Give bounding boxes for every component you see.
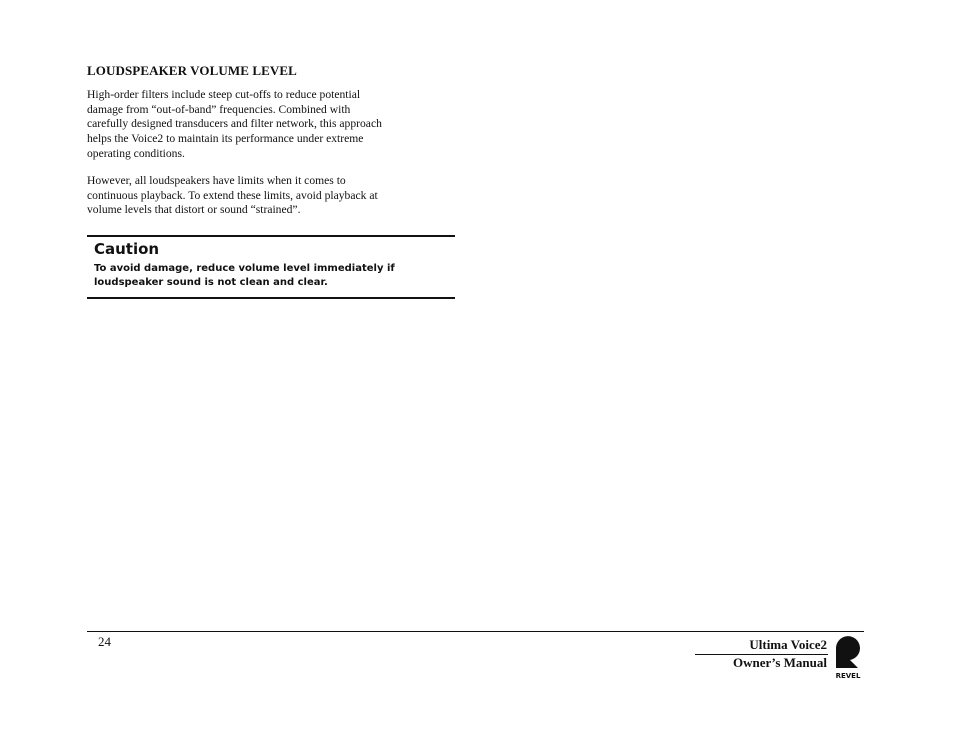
caution-text (94, 262, 395, 290)
revel-logo-icon (832, 632, 864, 680)
footer-title-line-1: Ultima Voice2 (749, 637, 827, 652)
text-line: volume levels that distort or sound “strained”. (87, 203, 301, 217)
footer-title-line-2: Owner’s Manual (732, 655, 827, 670)
footer-divider (87, 631, 864, 632)
text-line: However, all loudspeakers have limits when it comes to (87, 174, 346, 187)
section-heading: LOUDSPEAKER VOLUME LEVEL (87, 63, 297, 78)
paragraph-filters (87, 88, 457, 162)
footer-title-divider (695, 654, 828, 655)
text-line: damage from “out-of-band” frequencies. Combined with (87, 102, 351, 116)
text-line: To avoid damage, reduce volume level immediately if (94, 263, 395, 274)
caution-box (87, 235, 455, 299)
text-line: operating conditions. (87, 146, 185, 160)
text-line: carefully designed transducers and filter network, this approach (87, 117, 382, 131)
logo-text: REVEL (835, 672, 861, 680)
caution-title: Caution (94, 240, 160, 258)
text-line: High-order filters include steep cut-offs to reduce potential (87, 88, 361, 101)
text-line: loudspeaker sound is not clean and clear. (94, 277, 328, 288)
paragraph-limits (87, 174, 457, 218)
text-line: continuous playback. To extend these limits, avoid playback at (87, 188, 378, 202)
text-line: helps the Voice2 to maintain its performance under extreme (87, 132, 364, 146)
page-number: 24 (98, 634, 111, 649)
